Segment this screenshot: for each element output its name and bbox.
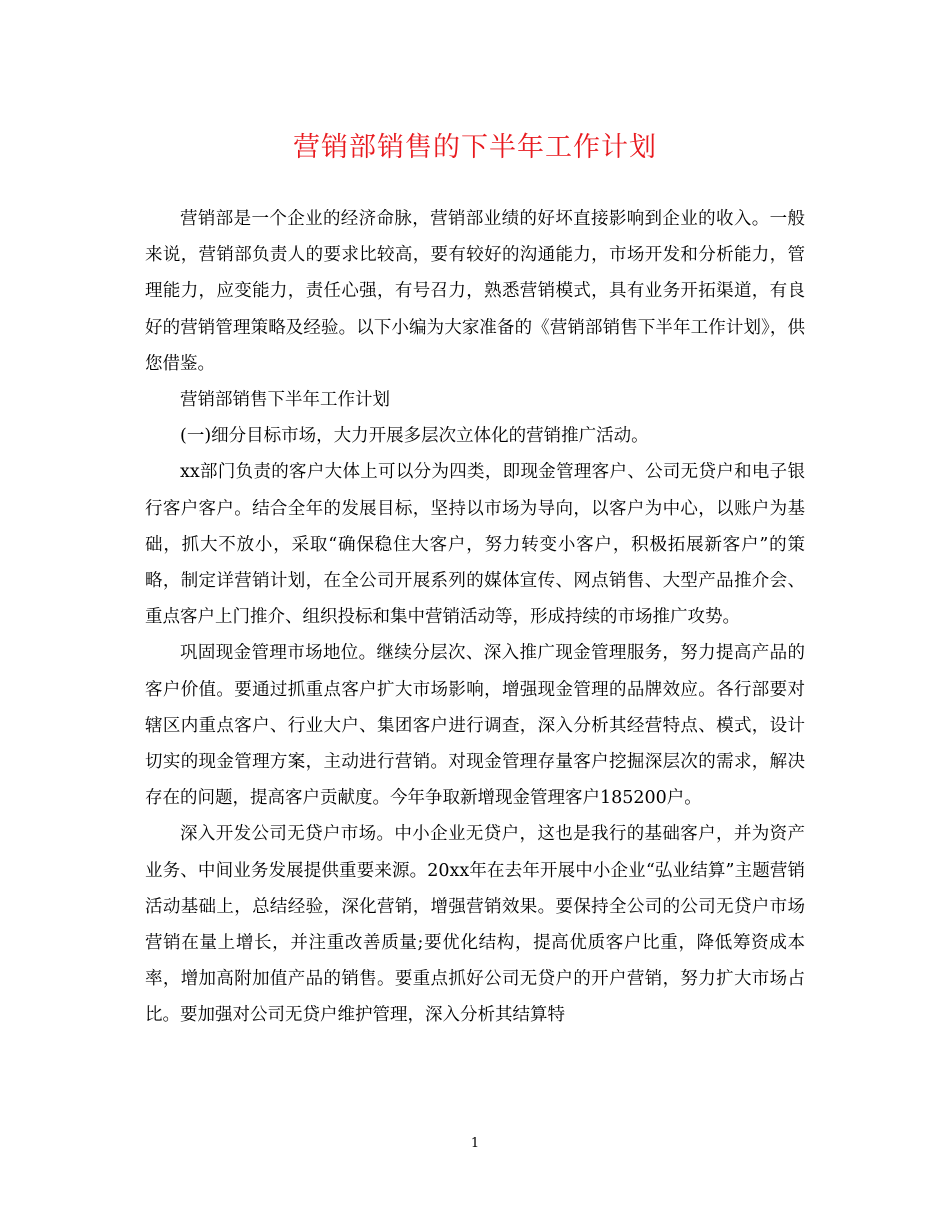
paragraph-intro: 营销部是一个企业的经济命脉，营销部业绩的好坏直接影响到企业的收入。一般来说，营销部负责人的要求比较高，要有较好的沟通能力，市场开发和分析能力，管理能力，应变能力，责任心强，有号召力，熟悉营销模式，具有业务开拓渠道，有良好的营销管理策略及经验。以下小编为大家准备的《营销部销售下半年工作计划》，供您借鉴。	[145, 209, 805, 374]
document-body	[145, 201, 805, 1034]
paragraph-cash-management: 巩固现金管理市场地位。继续分层次、深入推广现金管理服务，努力提高产品的客户价值。要通过抓重点客户扩大市场影响，增强现金管理的品牌效应。各行部要对辖区内重点客户、行业大户、集团客户进行调查，深入分析其经营特点、模式，设计切实的现金管理方案，主动进行营销。对现金管理存量客户挖掘深层次的需求，解决存在的问题，提高客户贡献度。今年争取新增现金管理客户185200户。	[145, 643, 805, 809]
paragraph-section-one: (一)细分目标市场，大力开展多层次立体化的营销推广活动。	[180, 426, 649, 447]
paragraph-heading: 营销部销售下半年工作计划	[180, 390, 390, 411]
paragraph-no-loan-market: 深入开发公司无贷户市场。中小企业无贷户，这也是我行的基础客户，并为资产业务、中间业务发展提供重要来源。20xx年在去年开展中小企业“弘业结算”主题营销活动基础上，总结经验，深化营销，增强营销效果。要保持全公司的公司无贷户市场营销在量上增长，并注重改善质量;要优化结构，提高优质客户比重，降低筹资成本率，增加高附加值产品的销售。要重点抓好公司无贷户的开户营销，努力扩大市场占比。要加强对公司无贷户维护管理，深入分析其结算特	[145, 824, 805, 1026]
document-title: 营销部销售的下半年工作计划	[293, 132, 657, 163]
paragraph-customers: xx部门负责的客户大体上可以分为四类，即现金管理客户、公司无贷户和电子银行客户客户。结合全年的发展目标，坚持以市场为导向，以客户为中心，以账户为基础，抓大不放小，采取“确保稳住大客户，努力转变小客户，积极拓展新客户”的策略，制定详营销计划，在全公司开展系列的媒体宣传、网点销售、大型产品推介会、重点客户上门推介、组织投标和集中营销活动等，形成持续的市场推广攻势。	[145, 462, 805, 628]
page-number: 1	[470, 1136, 480, 1151]
